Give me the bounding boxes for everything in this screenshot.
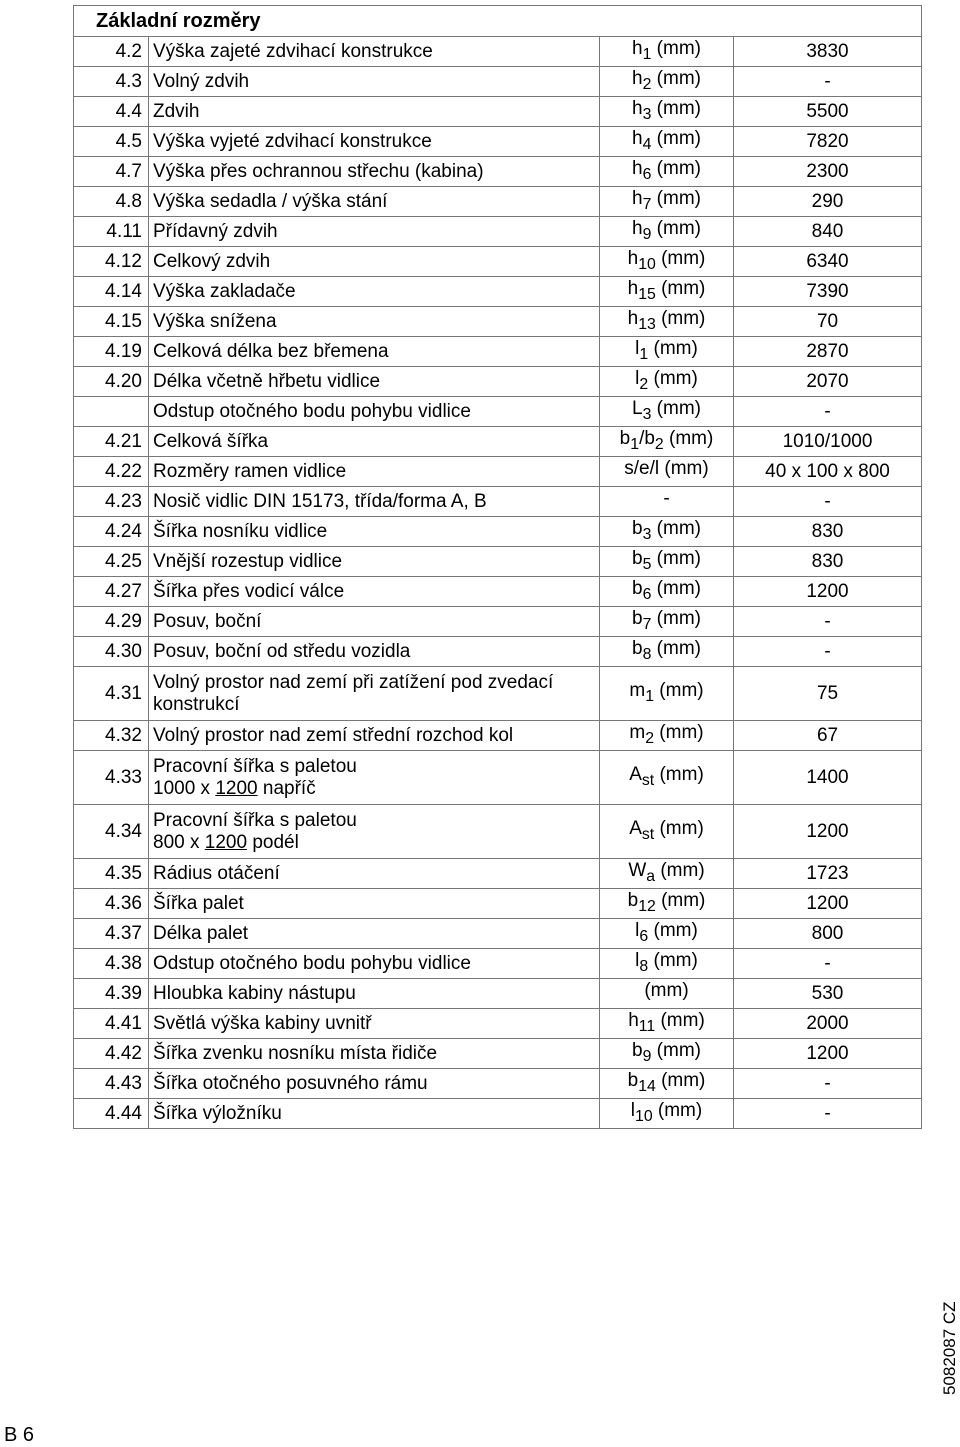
row-value: 1200 [734,805,922,859]
symbol-unit: (mm) [661,1069,706,1091]
row-value: - [734,1099,922,1129]
symbol-unit: (mm) [659,817,704,839]
row-symbol [600,277,734,307]
row-description: Rozměry ramen vidlice [149,457,600,487]
row-symbol [600,889,734,919]
row-value: - [734,949,922,979]
table-row [74,919,922,949]
row-value: - [734,397,922,427]
row-description: Posuv, boční od středu vozidla [149,637,600,667]
pallet-orientation: napříč [257,777,316,799]
row-symbol [600,487,734,517]
row-number: 4.21 [74,427,149,457]
symbol-subscript: 5 [642,555,652,573]
row-number: 4.27 [74,577,149,607]
row-description: Výška zakladače [149,277,600,307]
table-row [74,367,922,397]
row-symbol [600,1039,734,1069]
table-row [74,979,922,1009]
symbol-unit: (mm) [660,859,705,881]
row-description: Odstup otočného bodu pohybu vidlice [149,949,600,979]
row-symbol [600,1069,734,1099]
row-symbol [600,859,734,889]
row-description: Volný prostor nad zemí při zatížení pod zvedací konstrukcí [149,667,600,721]
row-symbol [600,217,734,247]
symbol-subscript: 2 [645,729,655,747]
table-row [74,889,922,919]
symbol-subscript: 2 [642,75,652,93]
table-title-row [74,6,922,37]
symbol-subscript: 7 [642,615,652,633]
row-value: 1400 [734,751,922,805]
symbol-letter: h [632,67,643,89]
symbol-letter: h [632,97,643,119]
symbol-letter: h [628,1009,639,1031]
row-number: 4.38 [74,949,149,979]
row-number: 4.29 [74,607,149,637]
row-value: 70 [734,307,922,337]
row-value: 2000 [734,1009,922,1039]
table-row [74,217,922,247]
symbol-letter: h [632,187,643,209]
symbol-letter: b [632,607,643,629]
row-description: Světlá výška kabiny uvnitř [149,1009,600,1039]
symbol-subscript: 3 [642,525,652,543]
symbol-letter: b [627,1069,639,1091]
table-row [74,277,922,307]
row-symbol [600,805,734,859]
row-description: Celkový zdvih [149,247,600,277]
row-value: 1200 [734,889,922,919]
row-number: 4.24 [74,517,149,547]
symbol-subscript: 11 [638,1017,656,1035]
symbol-unit: (mm) [656,157,701,179]
row-symbol [600,607,734,637]
row-description: Délka včetně hřbetu vidlice [149,367,600,397]
row-symbol [600,1099,734,1129]
row-symbol [600,721,734,751]
row-description: Vnější rozestup vidlice [149,547,600,577]
symbol-subscript: 14 [638,1077,656,1095]
row-value: 67 [734,721,922,751]
description-line-1: Pracovní šířka s paletou [153,809,357,831]
symbol-unit: (mm) [644,979,689,1001]
row-symbol [600,187,734,217]
row-number: 4.23 [74,487,149,517]
symbol-letter: L [632,397,643,419]
symbol-letter: h [627,307,639,329]
table-row [74,307,922,337]
row-number: 4.7 [74,157,149,187]
symbol-letter: A [629,817,642,839]
row-symbol [600,517,734,547]
row-symbol [600,367,734,397]
symbol-subscript: 2 [639,375,649,393]
row-value: 530 [734,979,922,1009]
row-value: 6340 [734,247,922,277]
row-description: Výška přes ochrannou střechu (kabina) [149,157,600,187]
row-symbol [600,157,734,187]
row-description [149,805,600,859]
row-description: Volný prostor nad zemí střední rozchod kol [149,721,600,751]
table-row [74,37,922,67]
symbol-letter: b [632,637,643,659]
row-number: 4.37 [74,919,149,949]
row-value: 2870 [734,337,922,367]
symbol-letter: h [632,127,643,149]
row-description: Nosič vidlic DIN 15173, třída/forma A, B [149,487,600,517]
table-row [74,949,922,979]
page-number: B 6 [4,1424,35,1446]
symbol-letter: h [632,217,643,239]
row-number: 4.35 [74,859,149,889]
symbol-letter: l [635,337,640,359]
symbol-unit: (mm) [661,307,706,329]
table-row [74,577,922,607]
row-value: - [734,67,922,97]
symbol-subscript: 15 [638,285,656,303]
symbol-letter: - [663,487,670,509]
symbol-letter: m [629,679,646,701]
symbol-subscript: 1 [642,45,652,63]
row-value: 1200 [734,577,922,607]
table-row [74,127,922,157]
row-number: 4.43 [74,1069,149,1099]
row-symbol [600,637,734,667]
row-symbol [600,337,734,367]
row-symbol [600,1009,734,1039]
table-row [74,1069,922,1099]
row-description: Výška sedadla / výška stání [149,187,600,217]
row-symbol [600,919,734,949]
row-symbol [600,67,734,97]
symbol-subscript: 10 [635,1107,653,1125]
row-number: 4.11 [74,217,149,247]
symbol-letter: b [632,547,643,569]
symbol-subscript: 6 [642,585,652,603]
row-value: 1200 [734,1039,922,1069]
symbol-unit: (mm) [656,577,701,599]
row-number: 4.36 [74,889,149,919]
row-number: 4.8 [74,187,149,217]
table-row [74,157,922,187]
symbol-subscript: 3 [642,405,652,423]
pallet-size-underlined: 1200 [204,831,248,853]
row-number: 4.12 [74,247,149,277]
symbol-letter-2: /b [639,427,655,449]
symbol-unit: (mm) [661,889,706,911]
row-number [74,397,149,427]
symbol-unit: (mm) [659,763,704,785]
row-description: Přídavný zdvih [149,217,600,247]
row-number: 4.32 [74,721,149,751]
row-description: Výška zajeté zdvihací konstrukce [149,37,600,67]
symbol-subscript: 8 [639,957,649,975]
document-code: 5082087 CZ [940,1301,959,1395]
table-row [74,721,922,751]
symbol-letter: l [635,919,640,941]
row-value: 840 [734,217,922,247]
table-row [74,337,922,367]
row-symbol [600,751,734,805]
symbol-subscript: 12 [638,897,656,915]
table-row [74,751,922,805]
symbol-unit: (mm) [656,127,701,149]
row-symbol [600,247,734,277]
row-number: 4.34 [74,805,149,859]
table-row [74,607,922,637]
symbol-subscript: 6 [639,927,649,945]
row-value: 290 [734,187,922,217]
row-value: 7390 [734,277,922,307]
row-value: 830 [734,517,922,547]
row-value: 2070 [734,367,922,397]
symbol-unit: (mm) [661,277,706,299]
symbol-unit: (mm) [656,217,701,239]
row-description: Hloubka kabiny nástupu [149,979,600,1009]
row-number: 4.42 [74,1039,149,1069]
row-description: Šířka nosníku vidlice [149,517,600,547]
table-row [74,1099,922,1129]
symbol-letter: b [632,517,643,539]
symbol-letter: l [635,949,640,971]
row-symbol [600,667,734,721]
row-value: 1723 [734,859,922,889]
row-description: Volný zdvih [149,67,600,97]
symbol-letter: h [632,37,643,59]
symbol-letter: s/e/l [624,457,660,479]
table-row [74,517,922,547]
symbol-subscript: st [641,825,655,843]
row-symbol [600,397,734,427]
table-row [74,805,922,859]
table-row [74,637,922,667]
row-symbol [600,97,734,127]
row-number: 4.15 [74,307,149,337]
symbol-unit: (mm) [656,607,701,629]
row-value: 40 x 100 x 800 [734,457,922,487]
table-row [74,487,922,517]
row-description: Šířka přes vodicí válce [149,577,600,607]
description-line-1: Pracovní šířka s paletou [153,755,357,777]
row-number: 4.14 [74,277,149,307]
symbol-letter: h [632,157,643,179]
table-row [74,1039,922,1069]
table-row [74,187,922,217]
symbol-letter: b [632,577,643,599]
row-symbol [600,427,734,457]
symbol-subscript: 1 [639,345,649,363]
symbol-unit: (mm) [656,637,701,659]
row-value: - [734,637,922,667]
symbol-letter: A [629,763,642,785]
symbol-subscript: 6 [642,165,652,183]
row-symbol [600,307,734,337]
table-row [74,67,922,97]
row-number: 4.3 [74,67,149,97]
symbol-letter: h [627,277,639,299]
symbol-unit: (mm) [669,427,714,449]
row-symbol [600,979,734,1009]
row-description: Celková šířka [149,427,600,457]
symbol-unit: (mm) [656,187,701,209]
row-value: - [734,1069,922,1099]
symbol-letter: b [627,889,639,911]
symbol-unit: (mm) [659,721,704,743]
symbol-subscript: st [641,771,655,789]
row-value: 2300 [734,157,922,187]
table-row [74,97,922,127]
symbol-unit: (mm) [656,37,701,59]
symbol-unit: (mm) [656,1039,701,1061]
symbol-unit: (mm) [656,97,701,119]
row-number: 4.39 [74,979,149,1009]
symbol-unit: (mm) [656,67,701,89]
table-row [74,247,922,277]
symbol-subscript: 9 [642,1047,652,1065]
row-number: 4.20 [74,367,149,397]
symbol-unit: (mm) [661,247,706,269]
symbol-unit: (mm) [664,457,709,479]
table-row [74,1009,922,1039]
row-value: - [734,487,922,517]
symbol-subscript-2: 2 [654,435,664,453]
row-symbol [600,949,734,979]
symbol-letter: h [627,247,639,269]
row-value: - [734,607,922,637]
row-number: 4.25 [74,547,149,577]
table-row [74,547,922,577]
symbol-unit: (mm) [653,919,698,941]
row-description: Výška snížena [149,307,600,337]
row-value: 7820 [734,127,922,157]
row-description: Šířka otočného posuvného rámu [149,1069,600,1099]
symbol-letter: b [632,1039,643,1061]
row-number: 4.4 [74,97,149,127]
symbol-unit: (mm) [656,547,701,569]
symbol-letter: l [635,367,640,389]
symbol-letter: b [619,427,631,449]
row-number: 4.22 [74,457,149,487]
description-line-2 [153,778,595,800]
row-number: 4.2 [74,37,149,67]
symbol-unit: (mm) [657,1099,703,1121]
symbol-unit: (mm) [653,949,698,971]
symbol-unit: (mm) [656,517,701,539]
symbol-subscript: 1 [630,435,640,453]
row-number: 4.41 [74,1009,149,1039]
row-description: Výška vyjeté zdvihací konstrukce [149,127,600,157]
row-number: 4.33 [74,751,149,805]
row-description: Rádius otáčení [149,859,600,889]
symbol-subscript: 4 [642,135,652,153]
symbol-subscript: 13 [638,315,656,333]
row-description: Zdvih [149,97,600,127]
row-value: 1010/1000 [734,427,922,457]
row-number: 4.5 [74,127,149,157]
row-symbol [600,547,734,577]
table-row [74,859,922,889]
basic-dimensions-table [73,5,922,1129]
row-description: Délka palet [149,919,600,949]
symbol-unit: (mm) [656,397,701,419]
symbol-subscript: 1 [645,687,655,705]
table-row [74,397,922,427]
row-description: Šířka palet [149,889,600,919]
row-value: 75 [734,667,922,721]
pallet-size-part: 800 x [153,831,205,853]
pallet-size-underlined: 1200 [215,777,258,799]
symbol-subscript: 10 [638,255,656,273]
symbol-unit: (mm) [653,337,698,359]
row-symbol [600,37,734,67]
row-number: 4.31 [74,667,149,721]
row-number: 4.44 [74,1099,149,1129]
symbol-letter: m [629,721,646,743]
table-row [74,427,922,457]
description-line-2 [153,832,595,854]
row-value: 3830 [734,37,922,67]
row-number: 4.30 [74,637,149,667]
row-description: Šířka výložníku [149,1099,600,1129]
row-value: 5500 [734,97,922,127]
symbol-letter: W [628,859,647,881]
row-description: Šířka zvenku nosníku místa řidiče [149,1039,600,1069]
row-description: Odstup otočného bodu pohybu vidlice [149,397,600,427]
row-symbol [600,577,734,607]
symbol-subscript: 8 [642,645,652,663]
row-description: Celková délka bez břemena [149,337,600,367]
symbol-subscript: 9 [642,225,652,243]
row-symbol [600,457,734,487]
symbol-letter: l [630,1099,636,1121]
row-value: 800 [734,919,922,949]
symbol-unit: (mm) [660,1009,705,1031]
symbol-subscript: a [646,867,656,885]
table-row [74,667,922,721]
row-description: Posuv, boční [149,607,600,637]
row-value: 830 [734,547,922,577]
symbol-subscript: 3 [642,105,652,123]
pallet-orientation: podél [247,831,299,853]
row-number: 4.19 [74,337,149,367]
symbol-unit: (mm) [653,367,698,389]
symbol-subscript: 7 [642,195,652,213]
pallet-size-part: 1000 x [153,777,216,799]
table-title: Základní rozměry [74,6,922,37]
row-description [149,751,600,805]
row-symbol [600,127,734,157]
symbol-unit: (mm) [659,679,704,701]
table-row [74,457,922,487]
